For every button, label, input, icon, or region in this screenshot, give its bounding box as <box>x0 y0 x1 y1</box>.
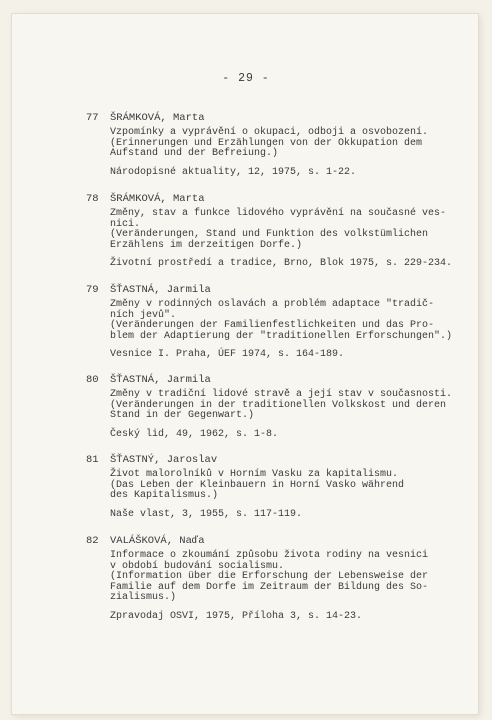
entry-number: 81 <box>86 454 99 466</box>
entry-line: v období budování socialismu. <box>110 560 285 572</box>
entry-source: Naše vlast, 3, 1955, s. 117-119. <box>110 508 303 520</box>
entry-body <box>110 128 466 179</box>
entry-source: Vesnice I. Praha, ÚEF 1974, s. 164-189. <box>110 349 345 361</box>
entry-body <box>110 470 466 521</box>
entry-line: des Kapitalismus.) <box>110 490 219 502</box>
entry-line: Změny v tradiční lidové stravě a její stav v současnosti. <box>110 389 453 400</box>
entry-number: 80 <box>86 374 99 386</box>
entry-number: 77 <box>86 112 99 124</box>
entry-body <box>110 300 466 361</box>
entry-source: Český lid, 49, 1962, s. 1-8. <box>110 428 279 440</box>
entry-number: 79 <box>86 284 99 296</box>
entry-line: Informace o zkoumání způsobu života rodiny na vesnici <box>110 550 429 561</box>
entry-author: VALÁŠKOVÁ, Naďa <box>110 535 205 547</box>
entry-body <box>110 551 466 623</box>
entry-line: Vzpomínky a vyprávění o okupaci, odboji a osvobození. <box>110 127 429 138</box>
entry-source: Zpravodaj OSVI, 1975, Příloha 3, s. 14-23. <box>110 610 363 622</box>
entry-source: Národopisné aktuality, 12, 1975, s. 1-22. <box>110 166 357 178</box>
entry-source: Životní prostředí a tradice, Brno, Blok 1975, s. 229-234. <box>110 258 453 270</box>
entry-line: Familie auf dem Dorfe im Zeitraum der Bildung des So- <box>110 581 429 593</box>
entry-line: (Information über die Erforschung der Lebensweise der <box>110 571 429 583</box>
entry-line: blem der Adaptierung der "traditionellen Erforschungen".) <box>110 330 453 342</box>
entry-line: Život malorolníků v Horním Vasku za kapitalismu. <box>110 469 399 480</box>
entry-number: 82 <box>86 535 99 547</box>
entry-line: Stand in der Gegenwart.) <box>110 410 255 422</box>
entry-line: (Veränderungen, Stand und Funktion des volkstümlichen <box>110 229 429 241</box>
entry-line: Aufstand und der Befreiung.) <box>110 148 279 160</box>
entry-line: (Veränderungen in der traditionellen Volkskost und deren <box>110 399 447 411</box>
entry-line: Změny, stav a funkce lidového vyprávění na současné ves- <box>110 208 447 219</box>
entry-author: ŠRÁMKOVÁ, Marta <box>110 193 205 205</box>
entry-body <box>110 209 466 270</box>
entry-author: ŠRÁMKOVÁ, Marta <box>110 112 205 124</box>
entry-number: 78 <box>86 193 99 205</box>
entry-line: (Das Leben der Kleinbauern in Horní Vasko während <box>110 479 405 491</box>
entry-author: ŠŤASTNÝ, Jaroslav <box>110 454 218 466</box>
entry-line: Erzählens im derzeitigen Dorfe.) <box>110 239 303 251</box>
entry-author: ŠŤASTNÁ, Jarmila <box>110 374 211 386</box>
entry-author: ŠŤASTNÁ, Jarmila <box>110 284 211 296</box>
entry-line: zialismus.) <box>110 592 177 604</box>
entry-line: (Veränderungen der Familienfestlichkeiten und das Pro- <box>110 320 435 332</box>
entry-body <box>110 390 466 441</box>
entry-line: Změny v rodinných oslavách a problém adaptace "tradič- <box>110 299 435 310</box>
entry-line: (Erinnerungen und Erzählungen von der Okkupation dem <box>110 137 423 149</box>
entry-line: nici. <box>110 218 141 230</box>
entry-line: ních jevů". <box>110 309 177 321</box>
page-number: - 29 - <box>222 72 270 85</box>
